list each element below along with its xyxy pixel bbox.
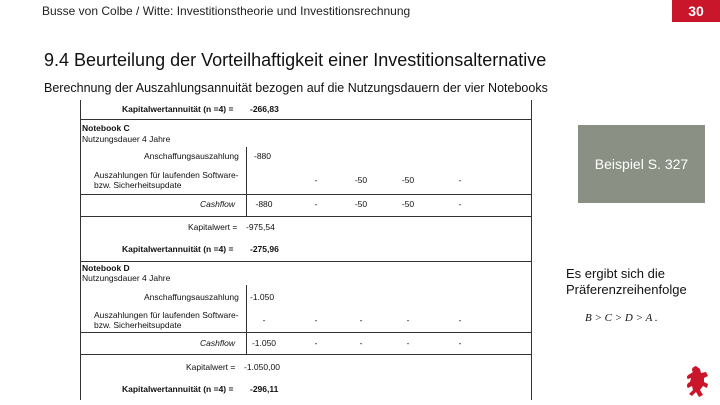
c-kapitalwert-value: -975,54: [246, 222, 275, 232]
c-software-cell: -: [458, 175, 462, 185]
c-cashflow-cell: -50: [354, 199, 368, 209]
c-software-label-2: bzw. Sicherheitsupdate: [94, 180, 182, 190]
notebook-c-usage: Nutzungsdauer 4 Jahre: [82, 134, 171, 144]
d-software-cell: -: [314, 315, 318, 325]
c-software-cell: -50: [354, 175, 368, 185]
d-cashflow-cell: -: [359, 338, 363, 348]
d-cashflow-cell: -1.050: [251, 338, 277, 348]
header-bar: [0, 0, 720, 22]
d-software-cell: -: [359, 315, 363, 325]
table-row-divider: [80, 332, 532, 333]
c-software-cell: -50: [401, 175, 415, 185]
table-right-border: [531, 100, 532, 400]
c-cashflow-cell: -: [458, 199, 462, 209]
d-annuity-label: Kapitalwertannuität (n =4) =: [122, 384, 234, 394]
table-divider: [80, 261, 532, 262]
example-reference-label: Beispiel S. 327: [594, 156, 689, 172]
d-software-cell: -: [262, 315, 266, 325]
d-cashflow-cell: -: [406, 338, 410, 348]
top-annuity-label: Kapitalwertannuität (n =4) =: [122, 104, 234, 114]
preference-formula: B > C > D > A .: [585, 312, 658, 324]
top-annuity-value: -266,83: [250, 104, 279, 114]
d-cashflow-label: Cashflow: [200, 338, 235, 348]
table-divider: [80, 119, 532, 120]
c-annuity-value: -275,96: [250, 244, 279, 254]
notebook-d-title: Notebook D: [82, 263, 130, 273]
c-anschaffung-label: Anschaffungsauszahlung: [144, 151, 239, 161]
notebook-d-usage: Nutzungsdauer 4 Jahre: [82, 273, 171, 283]
annuity-table: [80, 100, 532, 400]
result-text: [566, 266, 687, 298]
d-annuity-value: -296,11: [250, 384, 279, 394]
berlin-bear-icon: [682, 364, 712, 400]
result-line-1: Es ergibt sich die: [566, 266, 665, 281]
c-cashflow-cell: -880: [255, 199, 273, 209]
table-divider: [80, 354, 532, 355]
header-title: Busse von Colbe / Witte: Investitionstheorie und Investitionsrechnung: [42, 4, 411, 18]
c-cashflow-cell: -50: [401, 199, 415, 209]
slide-subtitle: Berechnung der Auszahlungsannuität bezogen auf die Nutzungsdauern der vier Notebooks: [44, 81, 548, 95]
page-number-badge: 30: [672, 0, 720, 22]
c-kapitalwert-label: Kapitalwert =: [188, 222, 238, 232]
d-software-label-1: Auszahlungen für laufenden Software-: [94, 310, 239, 320]
c-annuity-label: Kapitalwertannuität (n =4) =: [122, 244, 234, 254]
slide-title: 9.4 Beurteilung der Vorteilhaftigkeit einer Investitionsalternative: [44, 50, 547, 70]
d-kapitalwert-value: -1.050,00: [244, 362, 280, 372]
table-row-divider: [80, 194, 532, 195]
d-anschaffung-label: Anschaffungsauszahlung: [144, 292, 239, 302]
d-cashflow-cell: -: [314, 338, 318, 348]
d-cashflow-cell: -: [458, 338, 462, 348]
d-anschaffung-value: -1.050: [250, 292, 275, 302]
notebook-c-title: Notebook C: [82, 123, 130, 133]
result-line-2: Präferenzreihenfolge: [566, 282, 687, 297]
d-kapitalwert-label: Kapitalwert =: [186, 362, 236, 372]
table-row-divider: [80, 216, 532, 217]
c-software-cell: -: [314, 175, 318, 185]
d-software-cell: -: [458, 315, 462, 325]
c-anschaffung-value: -880: [254, 151, 272, 161]
c-software-label-1: Auszahlungen für laufenden Software-: [94, 170, 239, 180]
table-left-border: [80, 100, 81, 400]
example-reference-box: [578, 125, 705, 203]
c-cashflow-cell: -: [314, 199, 318, 209]
d-software-label-2: bzw. Sicherheitsupdate: [94, 320, 182, 330]
c-cashflow-label: Cashflow: [200, 199, 235, 209]
d-software-cell: -: [406, 315, 410, 325]
